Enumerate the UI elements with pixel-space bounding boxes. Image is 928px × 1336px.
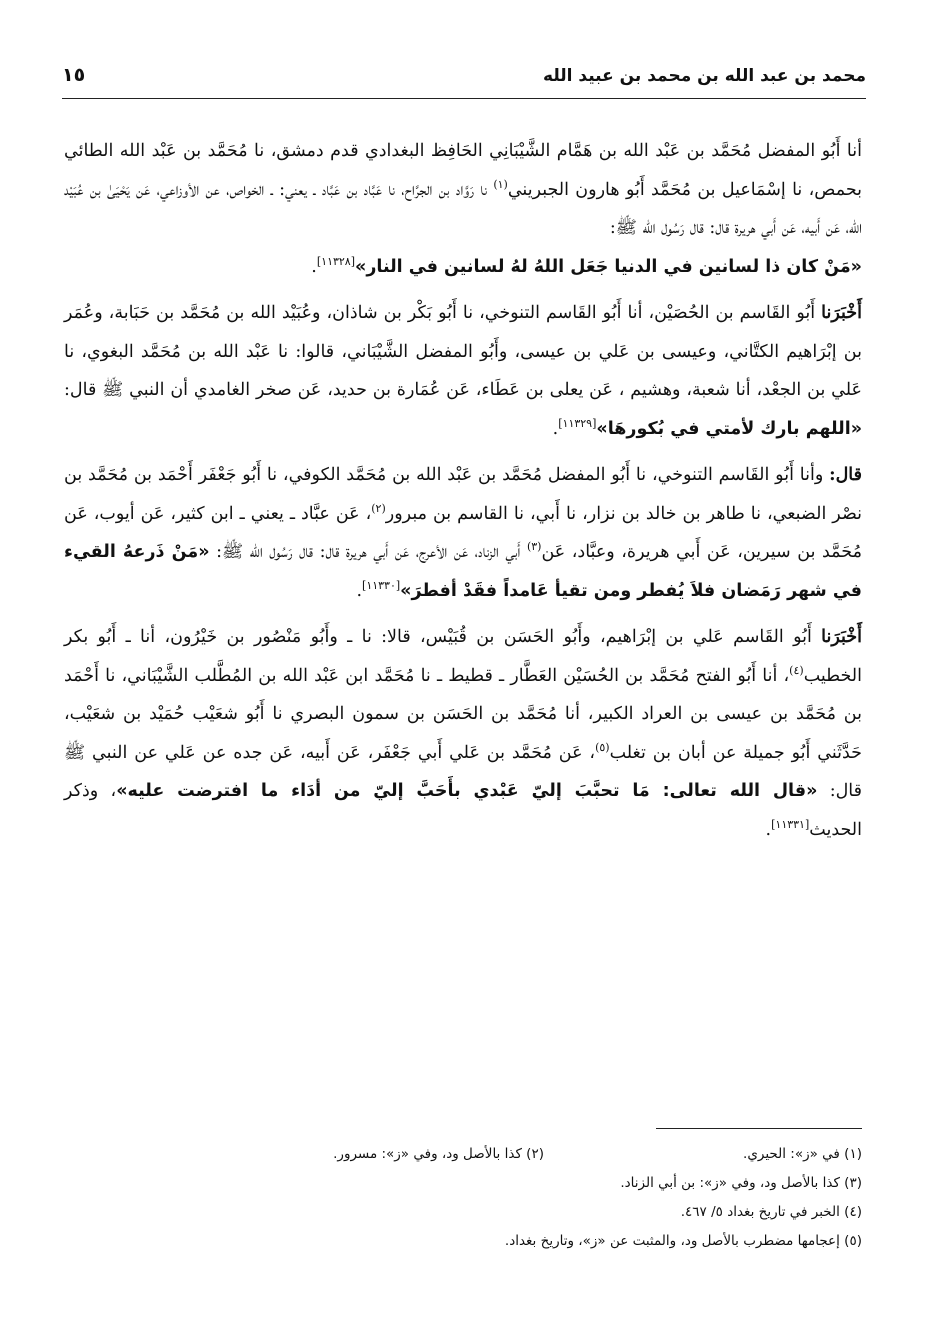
chain-lead-word: أَخْبَرَنا bbox=[821, 627, 862, 647]
footnote-marker-1: (١) bbox=[493, 177, 508, 191]
footnote-2 bbox=[333, 1140, 544, 1169]
footnote-row bbox=[64, 1169, 862, 1198]
footnote-number: (١) bbox=[844, 1146, 862, 1162]
footnote-number: (٣) bbox=[844, 1175, 862, 1191]
running-header bbox=[62, 62, 866, 99]
chain-lead-word: قال: bbox=[829, 465, 862, 485]
paragraph-end: . bbox=[311, 256, 317, 277]
paragraph-text: أَبي الزناد، عَن الأعرج، عَن أَبي هريرة قال: قال رَسُول الله ﷺ: bbox=[216, 542, 527, 562]
footnote-5 bbox=[505, 1227, 862, 1256]
chain-lead-word: أَخْبَرَنا bbox=[821, 303, 862, 323]
footnote-text: إعجامها مضطرب بالأصل ود، والمثبت عن «ز»، وتاريخ بغداد. bbox=[504, 1233, 840, 1249]
hadith-number: [١١٣٢٩] bbox=[558, 416, 597, 430]
paragraph-1 bbox=[64, 132, 862, 286]
footnote-marker-3: (٣) bbox=[526, 540, 542, 554]
paragraph-4 bbox=[64, 618, 862, 849]
paragraph-text: أَبُو القَاسم عَلي بن إبْرَاهيم، وأَبُو الحَسَن بن قُبَيْس، قالا: نا ـ وأَبُو مَنْصُور بن خَيْرُون، أنا ـ أَبُو بكر الخطيب bbox=[64, 627, 862, 686]
footnote-1 bbox=[544, 1140, 862, 1169]
paragraph-end: . bbox=[356, 580, 363, 601]
hadith-number: [١١٣٣١] bbox=[771, 817, 810, 831]
footnote-number: (٤) bbox=[844, 1204, 862, 1220]
footnote-row bbox=[64, 1140, 862, 1169]
paragraph-text: ، عَن عبَّاد ـ يعني ـ ابن كثير، عَن أيوب، عَن مُحَمَّد بن سيرين، عَن أَبي هريرة، وعبَّاد، عَن bbox=[64, 503, 862, 562]
footnote-text: الخبر في تاريخ بغداد ٥/ ٤٦٧. bbox=[680, 1204, 840, 1220]
paragraph-text: أنا أَبُو المفضل مُحَمَّد بن عَبْد الله بن هَمَّام الشَّيْبَانِي الحَافِظ البغدادي قدم دمشق، نا مُحَمَّد بن عَبْد الله الطائي بحمص، نا إسْمَاعيل بن مُحَمَّد أَبُو هارون الجبريني bbox=[64, 141, 862, 200]
paragraph-3 bbox=[64, 456, 862, 610]
page-number: ١٥ bbox=[62, 64, 86, 86]
footnote-row bbox=[64, 1198, 862, 1227]
hadith-number: [١١٣٢٨] bbox=[316, 254, 356, 268]
footnote-row bbox=[64, 1227, 862, 1256]
footnote-number: (٥) bbox=[844, 1233, 862, 1249]
footnote-4 bbox=[681, 1198, 862, 1227]
footnote-separator bbox=[656, 1128, 862, 1129]
hadith-number: [١١٣٣٠] bbox=[362, 578, 401, 592]
paragraph-text: نا رَوَّاد بن الجرَّاح، نا عَبَّاد بن عَبَّاد ـ يعني: ـ الخواص، عن الأوزاعي، عَن يَحْيَىٰ بن عُبَيْد الله، عَن أَبيه، عَن أَبي هريرة قال: قال رَسُول الله ﷺ: bbox=[64, 179, 862, 238]
footnote-text: كذا بالأصل ود، وفي «ز»: مسرور. bbox=[333, 1146, 522, 1162]
paragraph-text: ، عَن مُحَمَّد بن عَلي أَبي جَعْفَر، عَن أَبيه، عَن جده عن عَلي عن النبي ﷺ قال: bbox=[64, 742, 862, 801]
paragraph-text: أَبُو القَاسم بن الحُصَيْن، أنا أَبُو القَاسم التنوخي، نا أَبُو بَكْر بن شاذان، وعُبَيْد الله بن مُحَمَّد بن حَبَابة، وعُمَر بن إبْرَاهيم الكتَّاني، وعيسى بن عَلي بن عيسى، وأَبُو المفضل الشَّيْبَاني، قالوا: نا عَبْد الله بن مُحَمَّد البغوي، نا عَلي بن الجعْد، أنا شعبة، وهشيم ، عَن يعلى بن عَطَاء، عَن عُمَارة بن حديد، عَن صخر الغامدي أن النبي ﷺ قال: bbox=[64, 303, 862, 400]
footnote-number: (٢) bbox=[526, 1146, 544, 1162]
hadith-quote: «مَنْ ذَرعهُ القيء في شهر رَمَضان فلاَ يُفطر ومن تقيأ عَامداً فقَدْ أفطرَ» bbox=[64, 542, 862, 601]
footnote-marker-5: (٥) bbox=[595, 740, 610, 754]
footnote-marker-2: (٢) bbox=[371, 501, 386, 515]
footnotes bbox=[64, 1140, 862, 1256]
footnote-marker-4: (٤) bbox=[789, 663, 804, 677]
paragraph-end: . bbox=[765, 819, 772, 840]
footnote-3 bbox=[620, 1169, 862, 1198]
paragraph-text: وأنا أَبُو القَاسم التنوخي، نا أَبُو المفضل مُحَمَّد بن عَبْد الله بن مُحَمَّد الكوفي، نا أَبُو جَعْفَر أَحْمَد بن مُحَمَّد بن نصْر الضبعي، نا طاهر بن خالد بن نزار، نا أَبي، نا القاسم بن مبرور bbox=[64, 465, 862, 524]
hadith-quote: «اللهم بارك لأمتي في بُكورهَا» bbox=[596, 418, 862, 439]
running-title: محمد بن عبد الله بن محمد بن عبيد الله bbox=[543, 66, 866, 86]
paragraph-2 bbox=[64, 294, 862, 448]
hadith-quote: «قال الله تعالى: مَا تحبَّبَ إليّ عَبْدي بأَحَبَّ إليّ من أدَاء ما افترضت عليه» bbox=[116, 781, 818, 801]
footnote-text: كذا بالأصل ود، وفي «ز»: بن أبي الزناد. bbox=[620, 1175, 840, 1191]
paragraph-text: ، وذكر الحديث bbox=[64, 781, 862, 840]
paragraph-text: ، أنا أَبُو الفتح مُحَمَّد بن الحُسَيْن العَطَّار ـ قطيط ـ نا مُحَمَّد ابن عَبْد الله بن المُطَّلب الشَّيْبَاني، نا أَحْمَد بن مُحَمَّد بن عيسى بن العراد الكبير، أنا مُحَمَّد بن الحَسَن بن سمون البصري نا أَبُو شعَيْب حُمَيْد بن شعَيْب، حَدَّثَني أَبُو جميلة عن أبان بن تغلب bbox=[64, 665, 862, 763]
footnote-text: في «ز»: الحيري. bbox=[743, 1146, 840, 1162]
main-text bbox=[64, 132, 862, 857]
hadith-quote: «مَنْ كان ذا لسانين في الدنيا جَعَل اللهُ لهُ لسانين في النار» bbox=[355, 256, 862, 277]
paragraph-end: . bbox=[552, 418, 559, 439]
